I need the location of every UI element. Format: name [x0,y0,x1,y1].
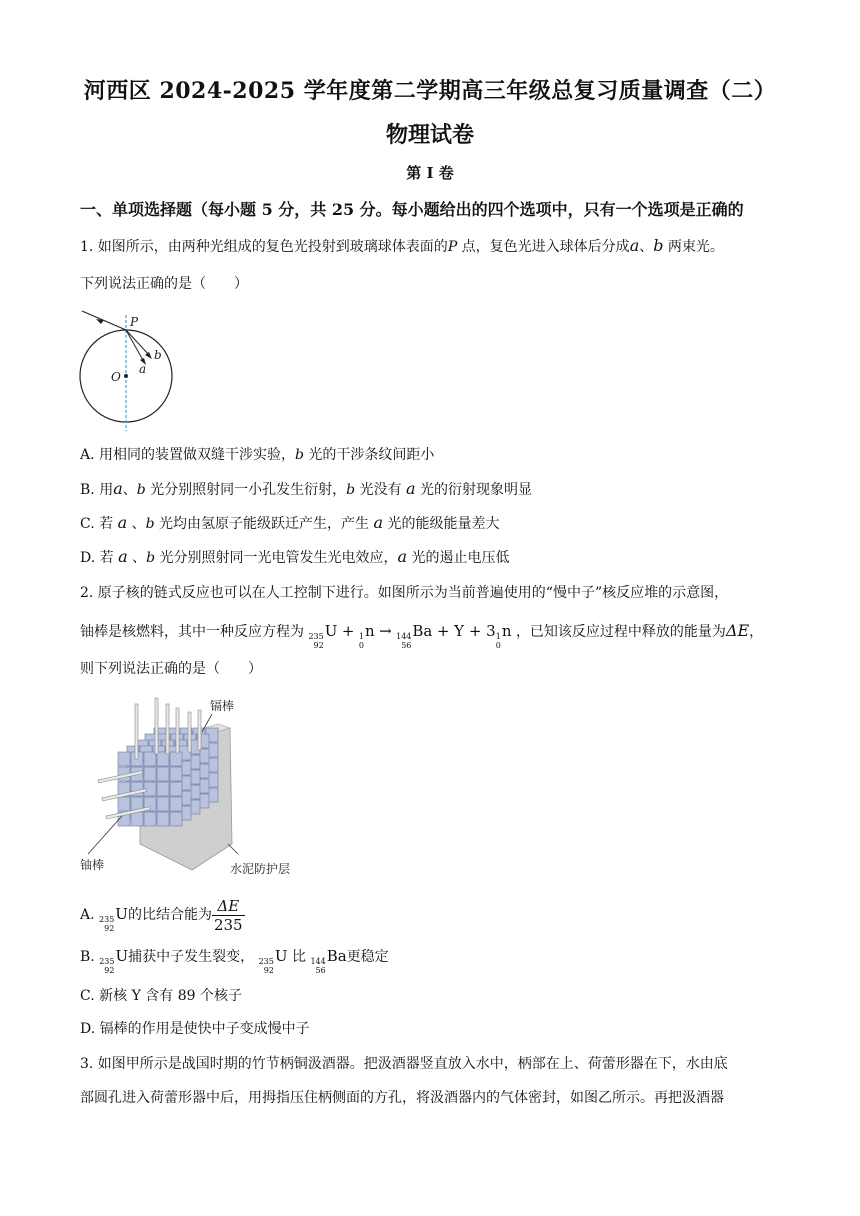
q1-opt-b-mid: 、 [122,482,137,498]
q2-opt-b-mid: 捕获中子发生裂变， [128,949,255,965]
q2-stem-line3: 则下列说法正确的是（ ） [80,661,262,677]
q1-opt-d-pre: D. 若 [80,550,119,566]
u-mass-number: 235 [308,632,324,641]
q1-option-d [80,547,510,568]
volume-label: 第 I 卷 [406,164,454,182]
q2-opt-b-sym3: Ba [326,947,347,965]
n2-charge-number: 0 [495,641,501,650]
ba-mass-number: 144 [396,632,412,641]
q1-opt-c-pre: C. 若 [80,516,118,532]
q1-stem-var-a: a [629,236,640,255]
q2-opt-a-fraction [212,897,245,934]
q1-opt-b-var4: a [406,479,416,498]
q1-opt-d-mid2: 光分别照射同一光电管发生光电效应， [155,550,398,566]
moderator-cube [170,767,182,781]
n-mass-number: 1 [358,632,364,641]
ray-b-arrowhead [145,352,152,359]
label-o: O [111,370,121,384]
q2-opt-a-sym: U [115,905,128,923]
moderator-cube [157,767,169,781]
q1-stem-point-p: P [447,239,458,255]
q1-opt-c-mid: 、 [127,516,146,532]
n2-mass-number: 1 [495,632,501,641]
q2-stem-text-c: ， [749,624,764,640]
q2-opt-b-post: 更稳定 [346,949,389,965]
fission-equation [308,622,515,650]
q1-opt-d-var3: a [397,547,408,566]
moderator-cube [118,752,130,766]
n2-symbol: n [501,622,512,640]
q1-opt-b-var2: b [136,482,146,498]
q3-stem-line2: 部圆孔进入荷蕾形器中后，用拇指压住柄侧面的方孔，将汲酒器内的气体密封，如图乙所示。再把汲酒器 [80,1090,724,1106]
q1-sphere-figure [78,303,178,433]
center-point [124,374,128,378]
moderator-cube [157,797,169,811]
q2-stem-line1: 2. 原子核的链式反应也可以在人工控制下进行。如图所示为当前普遍使用的“慢中子”核反应堆的示意图， [80,585,729,601]
u-charge-number: 92 [313,641,324,650]
q2-opt-b-sym1: U [115,947,129,965]
q2-opt-b-charge2: 92 [263,966,274,975]
q2-opt-b-pre: B. [80,949,95,965]
q3-stem-line1: 3. 如图甲所示是战国时期的竹节柄铜汲酒器。把汲酒器竖直放入水中，柄部在上、荷蕾形器在下，水由底 [80,1056,728,1072]
moderator-cube [170,782,182,796]
ba-symbol: Ba [412,622,433,640]
q2-opt-a-nuclide [99,892,128,937]
q2-opt-a-charge: 92 [104,924,115,933]
moderator-cube [118,797,130,811]
nuclide-u235 [308,621,337,650]
ba-charge-number: 56 [401,641,412,650]
fraction-denominator: 235 [213,915,243,934]
nuclide-neutron [359,621,375,650]
q1-opt-d-var2: b [146,550,156,566]
q2-opt-b-charge3: 56 [315,966,326,975]
q2-reactor-figure [78,694,308,880]
label-p: P [130,315,139,329]
q2-opt-a-mass: 235 [99,915,115,924]
q1-opt-b-var3: b [346,482,356,498]
q1-opt-c-mid2: 光均由氢原子能级跃迁产生，产生 [154,516,374,532]
moderator-cube [144,767,156,781]
nuclide-neutron-2 [496,621,512,650]
q1-opt-d-mid: 、 [127,550,147,566]
q1-stem-sep: 、 [639,239,654,255]
q2-opt-b-mass3: 144 [310,957,326,966]
q2-stem-line2 [80,621,763,650]
moderator-cube [170,752,182,766]
q1-opt-b-mid3: 光没有 [355,482,407,498]
q1-opt-c-var2: b [145,516,155,532]
q2-option-b [80,946,389,975]
q2-opt-b-charge1: 92 [104,966,115,975]
n-charge-number: 0 [358,641,364,650]
q1-stem-line2: 下列说法正确的是（ ） [80,276,248,292]
q1-opt-a-pre: A. 用相同的装置做双缝干涉实验， [80,447,296,463]
moderator-cube [131,812,143,826]
q2-option-d: D. 镉棒的作用是使快中子变成慢中子 [80,1021,310,1037]
q1-opt-c-var3: a [373,513,383,532]
section-heading: 一、单项选择题（每小题 5 分，共 25 分。每小题给出的四个选项中，只有一个选项是正确的 [80,200,744,219]
q1-opt-a-post: 光的干涉条纹间距小 [303,447,435,463]
eq-plus-2: + Y + 3 [436,622,496,640]
label-fuel-rod: 铀棒 [80,858,105,872]
q2-opt-b-mass2: 235 [258,957,274,966]
q2-opt-b-nuclide-2 [259,946,288,975]
moderator-cube [157,812,169,826]
label-control-rod: 镉棒 [210,699,235,713]
q1-option-a [80,445,434,465]
label-b: b [154,348,162,362]
q2-opt-b-nuclide-1 [99,946,128,975]
q2-delta-e: ΔE [725,621,750,640]
eq-plus-1: + [341,622,355,640]
moderator-cube [170,797,182,811]
q1-stem-text-a: 1. 如图所示，由两种光组成的复色光投射到玻璃球体表面的 [80,239,448,255]
q1-opt-b-var1: a [113,479,123,498]
q1-opt-d-var1: a [118,547,128,566]
q1-opt-d-post: 光的遏止电压低 [407,550,510,566]
q1-stem-text-c: 两束光。 [663,239,724,255]
q2-opt-b-mass1: 235 [99,957,115,966]
q1-stem-var-b: b [653,236,664,255]
n-symbol: n [364,622,375,640]
exam-subject: 物理试卷 [385,122,474,148]
nuclide-ba144 [396,621,432,650]
incident-ray [82,311,126,330]
q1-option-b [80,479,532,500]
fraction-numerator: ΔE [212,897,245,916]
moderator-cube [157,782,169,796]
q2-stem-text-a: 铀棒是核燃料，其中一种反应方程为 [80,624,304,640]
label-cement-shield: 水泥防护层 [230,862,291,876]
q2-opt-b-sym2: U [274,947,288,965]
q1-stem-text-b: 点，复色光进入球体后分成 [457,239,630,255]
eq-arrow: → [379,622,392,640]
moderator-cube [144,812,156,826]
moderator-cube [144,752,156,766]
q2-stem-text-b: ，已知该反应过程中释放的能量为 [515,624,726,640]
q1-opt-b-post: 光的衍射现象明显 [415,482,533,498]
q1-opt-b-mid2: 光分别照射同一小孔发生衍射， [145,482,347,498]
moderator-cube [170,812,182,826]
label-a: a [139,362,147,376]
q1-option-c [80,513,499,534]
q1-stem-line1 [80,236,724,257]
q2-opt-b-mid2: 比 [291,949,306,965]
q2-option-c: C. 新核 Y 含有 89 个核子 [80,988,242,1004]
q1-opt-c-var1: a [117,513,128,532]
q2-opt-a-pre: A. [80,907,95,923]
q1-opt-c-post: 光的能级能量差大 [383,516,500,532]
q2-opt-b-nuclide-3 [310,946,346,975]
exam-title: 河西区 2024-2025 学年度第二学期高三年级总复习质量调查（二） [83,78,777,104]
q1-opt-b-pre: B. 用 [80,482,114,498]
q2-opt-a-post: 的比结合能为 [127,907,212,923]
q1-opt-a-var: b [295,447,304,463]
u-symbol: U [324,622,338,640]
q2-option-a [80,892,245,936]
